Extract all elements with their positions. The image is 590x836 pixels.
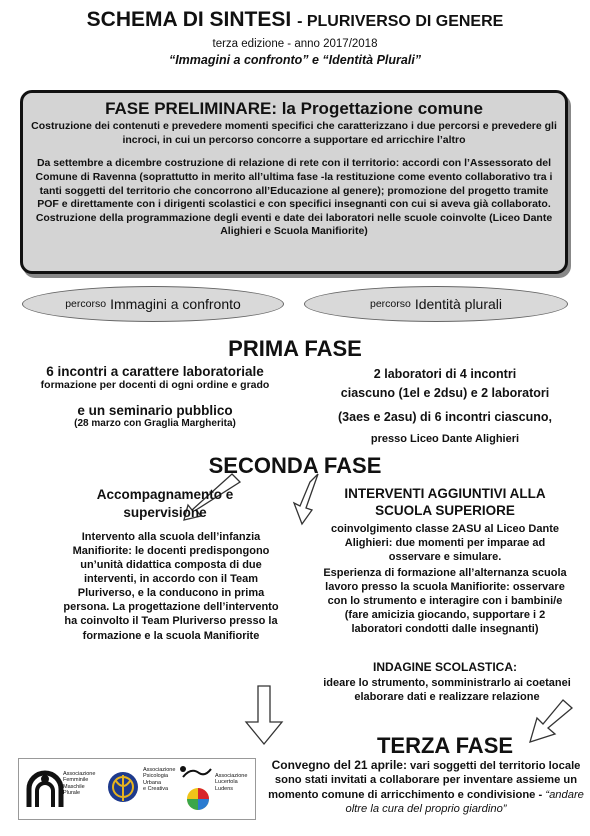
- logo-line: Lucertola: [215, 779, 238, 786]
- phase-2-right-body-1: coinvolgimento classe 2ASU al Liceo Dante Alighieri: due momenti per imparae ad osservare e simulare.: [330, 523, 559, 564]
- phase-1-right-line-2: ciascuno (1el e 2dsu) e 2 laboratori: [340, 386, 550, 401]
- survey-head: INDAGINE SCOLASTICA:: [373, 660, 517, 674]
- phase-1-seminar-sub: (28 marzo con Graglia Margherita): [74, 418, 236, 429]
- edition-line: terza edizione - anno 2017/2018: [212, 38, 378, 50]
- phase-2-right-body-2: Esperienza di formazione all’alternanza scuola lavoro presso la scuola Manifiorite: osservare con lo strumento e interagire con i bambini/e (fare amicizia giocando, supportare i 2 laboratori condotti dalle insegnanti): [323, 567, 567, 636]
- phase-1-right-line-4: presso Liceo Dante Alighieri: [370, 433, 520, 446]
- survey-body: ideare lo strumento, somministrarlo ai coetanei elaborare dati e realizzare relazione: [323, 677, 571, 704]
- logos-box: [18, 758, 256, 820]
- logo-line: Urbana: [143, 779, 162, 786]
- logo-line: e Creativa: [143, 785, 169, 792]
- path-name: Immagini a confronto: [110, 296, 241, 312]
- phase-1-right-line-3: (3aes e 2asu) di 6 incontri ciascuno,: [338, 409, 552, 424]
- preliminary-para-1: Costruzione dei contenuti e prevedere momenti specifici che caratterizzano i due percorsi e prevedere gli incroci, in cui un percorso concorre a supportare ed arricchire l’altro: [31, 120, 557, 146]
- ludic-association-name: [215, 773, 247, 792]
- convegno-label: Convegno del 21 aprile:: [271, 758, 407, 772]
- phase-2-left-body: Intervento alla scuola dell’infanzia Manifiorite: le docenti predispongono un’unità didattica composta di due interventi, in accordo con il Team Pluriverso, e la conducono in prima persona. La progettazione dell’intervento ha coinvolto il Team Pluriverso presso la formazione e la scuola Manifiorite: [63, 531, 279, 642]
- title-main: SCHEMA DI SINTESI: [86, 8, 292, 31]
- feminist-association-name: [63, 771, 95, 796]
- phase-2-right-head: [316, 486, 574, 520]
- arrow-left-to-phase3: [246, 686, 282, 744]
- path-prefix: percorso: [369, 298, 411, 310]
- arrow-right-down: [294, 474, 318, 524]
- phase-2-right-head-line-1: INTERVENTI AGGIUNTIVI ALLA: [344, 486, 546, 501]
- logo-line: Femminile: [63, 777, 89, 784]
- phase-2-left-head: [40, 486, 290, 521]
- logo-line: Associazione: [63, 771, 96, 777]
- phase-3-title: TERZA FASE: [376, 733, 514, 758]
- convegno-text: vari soggetti del territorio locale sono stati invitati a collaborare per inventare assieme un momento comune di arricchimento e condivisione -: [268, 760, 581, 801]
- phase-3-convegno: [266, 758, 586, 816]
- preliminary-para-3: Costruzione della programmazione degli eventi e date dei laboratori nelle scuole coinvolte (Liceo Dante Alighieri e Scuola Manifiorite): [35, 211, 553, 238]
- psychology-association-logo-icon: [103, 767, 143, 811]
- path-prefix: percorso: [65, 298, 107, 310]
- convegno-quote: “andare oltre la cura del proprio giardino”: [345, 788, 584, 816]
- preliminary-para-2: Da settembre a dicembre costruzione di relazione di rete con il territorio: accordi con l’Assessorato del Comune di Ravenna (soprattutto in merito all’ultima fase -la restituzione come evento collaborativo tra i tanti soggetti del territorio che concorrono all’Educazione al genere); promozione del progetto tramite POF e direttamente con i dirigenti scolastici e con specifici insegnanti con cui si aveva già collaborato.: [35, 157, 553, 211]
- arrow-right-to-phase3: [530, 700, 572, 742]
- phase-1-left-head: 6 incontri a carattere laboratoriale: [46, 364, 264, 379]
- phase-2-title: SECONDA FASE: [208, 453, 382, 478]
- logo-line: Associazione: [143, 767, 176, 773]
- phase-1-right-line-1: 2 laboratori di 4 incontri: [373, 367, 517, 381]
- preliminary-heading: FASE PRELIMINARE: la Progettazione comune: [105, 99, 483, 118]
- logo-line: Plurale: [63, 789, 81, 796]
- phase-2-left-head-line-2: supervisione: [123, 504, 207, 520]
- subtitle: “Immagini a confronto” e “Identità Plurali”: [168, 53, 422, 67]
- phase-1-title: PRIMA FASE: [228, 336, 362, 361]
- logo-line: Ludens: [215, 785, 234, 792]
- feminist-association-logo-icon: [23, 767, 67, 811]
- logo-line: Associazione: [215, 773, 248, 779]
- logo-line: Psicologia: [143, 773, 169, 780]
- logo-line: Maschile: [63, 783, 85, 790]
- title-suffix: - PLURIVERSO DI GENERE: [297, 13, 504, 30]
- phase-2-right-head-line-2: SCUOLA SUPERIORE: [375, 502, 515, 518]
- phase-1-left-sub: formazione per docenti di ogni ordine e grado: [40, 379, 270, 391]
- phase-1-seminar-head: e un seminario pubblico: [77, 403, 233, 418]
- psychology-association-name: [143, 767, 175, 792]
- path-name: Identità plurali: [414, 296, 503, 312]
- phase-2-left-head-line-1: Accompagnamento e: [96, 487, 234, 502]
